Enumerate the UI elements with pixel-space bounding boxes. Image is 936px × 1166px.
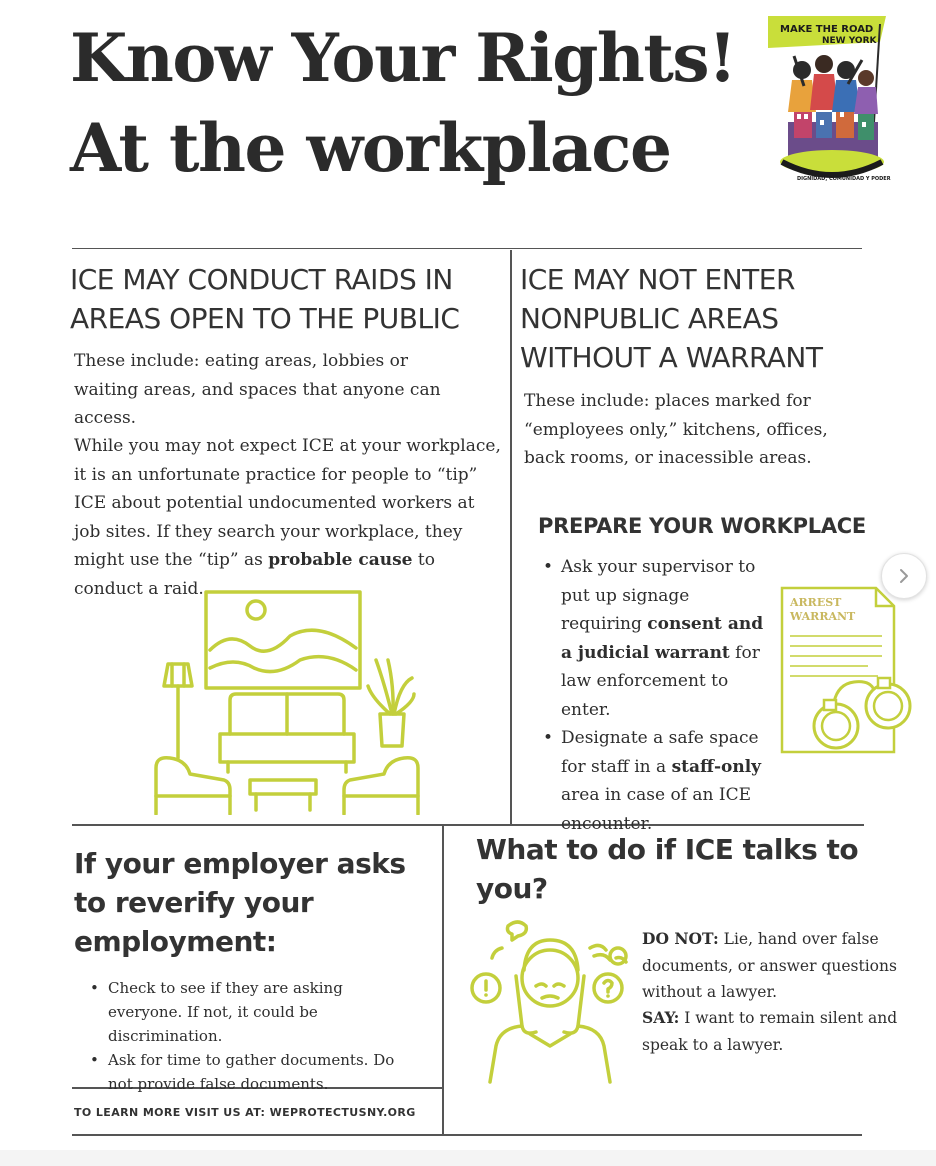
logo-motto: DIGNIDAD, COMUNIDAD Y PODER [797, 176, 891, 182]
logo-banner-line2: NEW YORK [822, 36, 877, 46]
public-areas-para2: While you may not expect ICE at your workplace, it is an unfortunate practice for people to “tip” ICE about potential undocumented workers at job sites. If they search your workplace, they might use the “tip” as probable cause to conduct a raid. [74, 436, 501, 599]
top-rule [72, 248, 862, 249]
page-title-line2: At the workplace [70, 109, 671, 187]
ice-talks-heading-line2: you? [476, 872, 548, 905]
reverify-heading-line3: employment: [74, 925, 277, 958]
bottom-rule [72, 1134, 862, 1136]
reverify-heading-line1: If your employer asks [74, 847, 406, 880]
prepare-bullet-safe-space: • Designate a safe space for staff in a staff-only area in case of an ICE encounter. [543, 724, 768, 838]
carousel-next-button[interactable] [881, 553, 927, 599]
nonpublic-areas-heading-line2: NONPUBLIC AREAS [520, 302, 779, 335]
donot-label: DO NOT: [642, 929, 719, 948]
ice-talks-say: SAY: I want to remain silent and speak to a lawyer. [642, 1008, 898, 1054]
prepare-list [543, 553, 768, 838]
say-label: SAY: [642, 1008, 680, 1027]
ice-talks-donot: DO NOT: Lie, hand over false documents, or answer questions without a lawyer. [642, 929, 897, 1001]
chevron-right-icon [896, 568, 912, 584]
reverify-bullet-everyone: • Check to see if they are asking everyone. If not, it could be discrimination. [90, 976, 410, 1048]
make-the-road-logo [764, 12, 894, 190]
arrest-warrant-handcuffs-icon [778, 584, 918, 760]
page-bottom-strip [0, 1150, 936, 1166]
public-areas-heading-line2: AREAS OPEN TO THE PUBLIC [70, 302, 460, 335]
public-areas-heading-line1: ICE MAY CONDUCT RAIDS IN [70, 263, 453, 296]
warrant-label-line2: WARRANT [790, 610, 856, 623]
prepare-heading: PREPARE YOUR WORKPLACE [538, 514, 866, 538]
nonpublic-areas-heading-line1: ICE MAY NOT ENTER [520, 263, 795, 296]
logo-banner-line1: MAKE THE ROAD [780, 24, 874, 35]
ice-talks-heading-line1: What to do if ICE talks to [476, 833, 859, 866]
public-areas-para1: These include: eating areas, lobbies or waiting areas, and spaces that anyone can access. [74, 351, 441, 428]
stressed-person-icon [466, 916, 634, 1086]
prepare-bullet-signage: • Ask your supervisor to put up signage requiring consent and a judicial warrant for law enforcement to enter. [543, 553, 768, 724]
nonpublic-areas-para: These include: places marked for “employees only,” kitchens, offices, back rooms, or inacessible areas. [524, 391, 828, 468]
footer-website: TO LEARN MORE VISIT US AT: WEPROTECTUSNY.ORG [74, 1106, 416, 1119]
reverify-bullet-documents: • Ask for time to gather documents. Do not provide false documents. [90, 1048, 410, 1096]
page-title-line1: Know Your Rights! [70, 19, 736, 97]
reverify-heading-line2: to reverify your [74, 886, 314, 919]
upper-column-divider [510, 250, 512, 825]
lower-column-divider [442, 826, 444, 1136]
nonpublic-areas-heading-line3: WITHOUT A WARRANT [520, 341, 823, 374]
probable-cause-emphasis: probable cause [268, 550, 413, 570]
warrant-label-line1: ARREST [790, 596, 842, 609]
reverify-list [90, 976, 410, 1096]
lobby-furniture-icon [150, 590, 425, 815]
